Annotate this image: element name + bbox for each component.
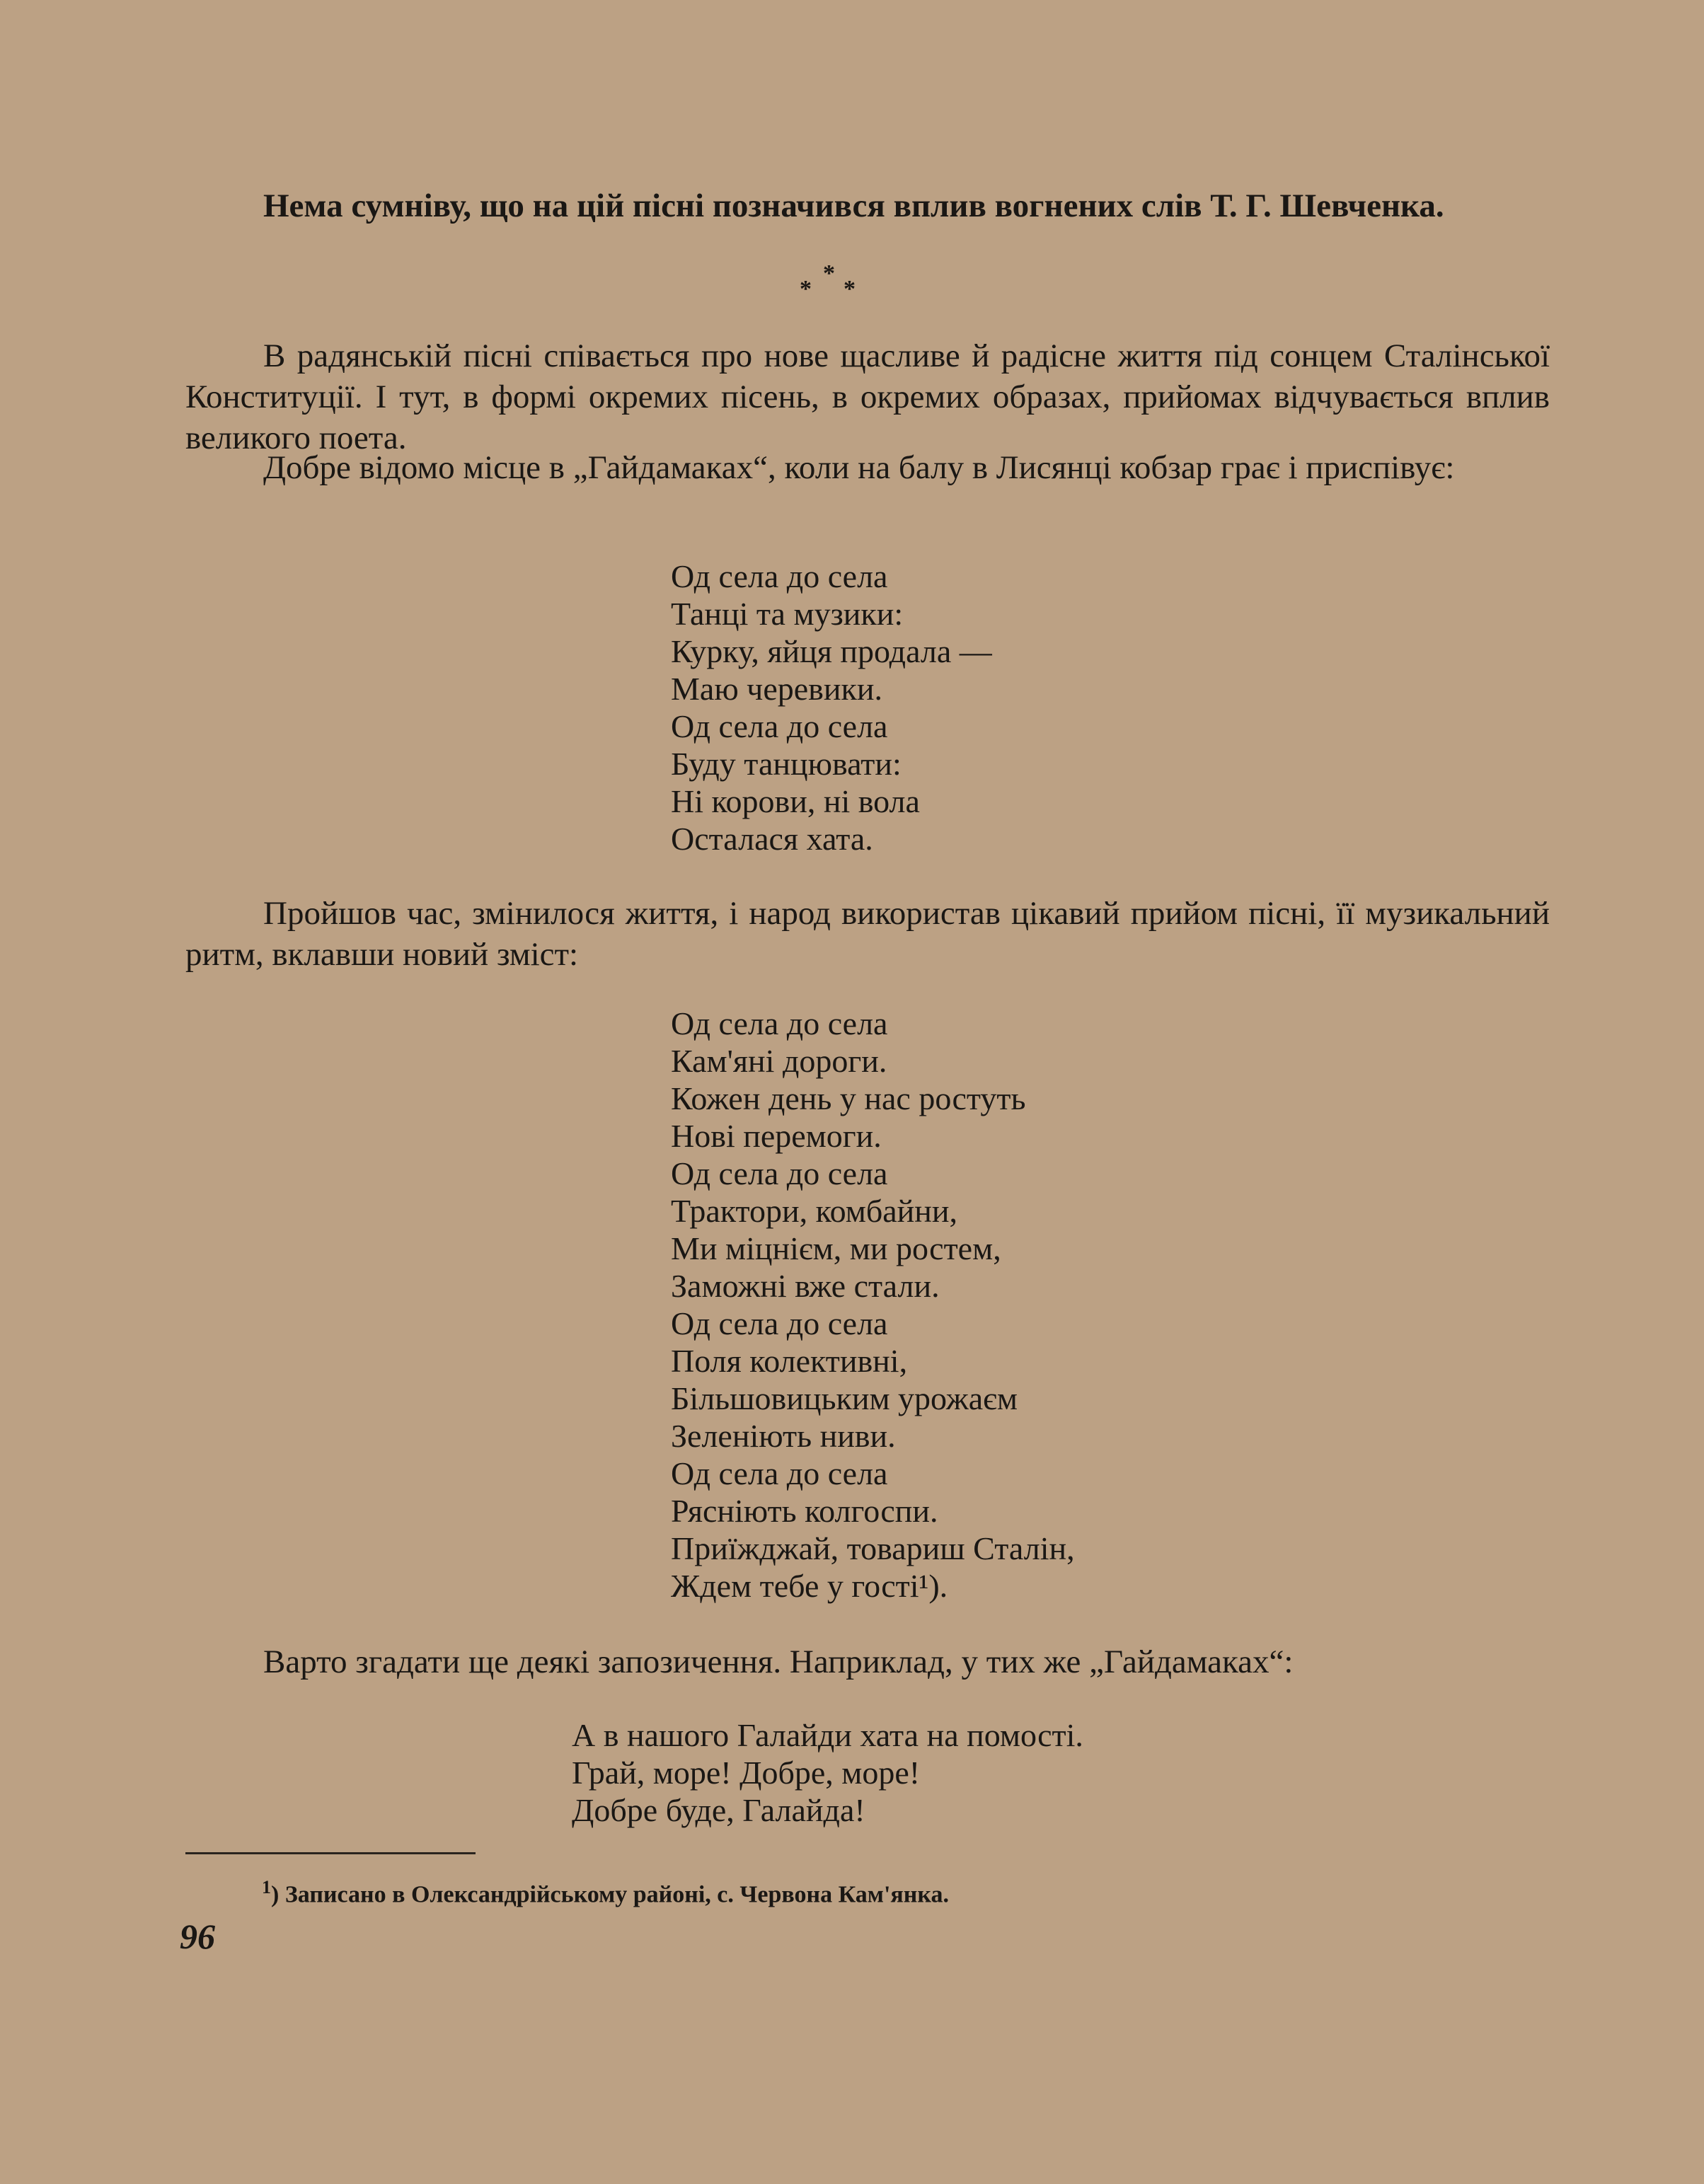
- poem-line: Курку, яйця продала —: [671, 633, 992, 669]
- poem-line: А в нашого Галайди хата на помості.: [572, 1717, 1083, 1753]
- footnote-marker: 1: [262, 1877, 271, 1897]
- footnote: [262, 1871, 949, 1912]
- paragraph-shevchenko-influence: [185, 185, 1550, 226]
- poem-line: Заможні вже стали.: [671, 1268, 940, 1304]
- asterisk-left: *: [800, 276, 812, 302]
- poem-line: Од села до села: [671, 1455, 888, 1491]
- poem-line: Танці та музики:: [671, 596, 904, 632]
- poem-line: Рясніють колгоспи.: [671, 1493, 938, 1529]
- poem-village-dance: [671, 557, 992, 857]
- poem-line: Од села до села: [671, 1005, 888, 1041]
- poem-line: Добре буде, Галайда!: [572, 1792, 865, 1828]
- poem-line: Ні корови, ні вола: [671, 783, 920, 819]
- poem-line: Трактори, комбайни,: [671, 1193, 958, 1229]
- poem-line: Од села до села: [671, 1305, 888, 1341]
- poem-line: Од села до села: [671, 1155, 888, 1191]
- footnote-divider: [185, 1852, 476, 1854]
- paragraph-text: Добре відомо місце в „Гайдамаках“, коли на балу в Лисянці кобзар грає і приспівує:: [263, 449, 1455, 486]
- page-number: 96: [180, 1917, 215, 1956]
- poem-line: Приїжджай, товариш Сталін,: [671, 1530, 1075, 1566]
- poem-galaida: [572, 1716, 1083, 1829]
- paragraph-haidamaky: [185, 447, 1550, 488]
- poem-line: Ми міцнієм, ми ростем,: [671, 1230, 1001, 1266]
- section-separator: [800, 260, 913, 310]
- poem-line: Од села до села: [671, 558, 888, 594]
- footnote-text: ) Записано в Олександрійському районі, с. Червона Кам'янка.: [271, 1881, 949, 1908]
- poem-line: Кожен день у нас ростуть: [671, 1080, 1026, 1116]
- paragraph-new-life: [185, 893, 1550, 975]
- poem-line: Маю черевики.: [671, 671, 882, 707]
- poem-line: Од села до села: [671, 708, 888, 744]
- poem-line: Більшовицьким урожаєм: [671, 1380, 1018, 1416]
- poem-line: Ждем тебе у гості¹).: [671, 1568, 948, 1604]
- poem-line: Буду танцювати:: [671, 746, 902, 782]
- paragraph-soviet-song: [185, 335, 1550, 458]
- poem-collective-farms: [671, 1005, 1075, 1605]
- asterisk-top: *: [823, 260, 835, 287]
- poem-line: Осталася хата.: [671, 821, 873, 857]
- poem-line: Кам'яні дороги.: [671, 1043, 887, 1079]
- paragraph-text: Нема сумніву, що на цій пісні позначився вплив вогнених слів Т. Г. Шевченка.: [263, 187, 1444, 224]
- poem-line: Поля колективні,: [671, 1343, 908, 1379]
- paragraph-borrowings: [185, 1641, 1550, 1682]
- poem-line: Грай, море! Добре, море!: [572, 1755, 921, 1791]
- paragraph-text: Варто згадати ще деякі запозичення. Наприклад, у тих же „Гайдамаках“:: [263, 1643, 1294, 1680]
- poem-line: Зеленіють ниви.: [671, 1418, 896, 1454]
- poem-line: Нові перемоги.: [671, 1118, 882, 1154]
- paragraph-text: Пройшов час, змінилося життя, і народ використав цікавий прийом пісні, її музикальний ритм, вклавши новий зміст:: [185, 895, 1550, 973]
- asterisk-right: *: [844, 276, 856, 302]
- paragraph-text: В радянській пісні співається про нове щасливе й радісне життя під сонцем Сталінської Конституції. І тут, в формі окремих пісень, в окремих образах, прийомах відчувається вплив великого поета.: [185, 337, 1550, 456]
